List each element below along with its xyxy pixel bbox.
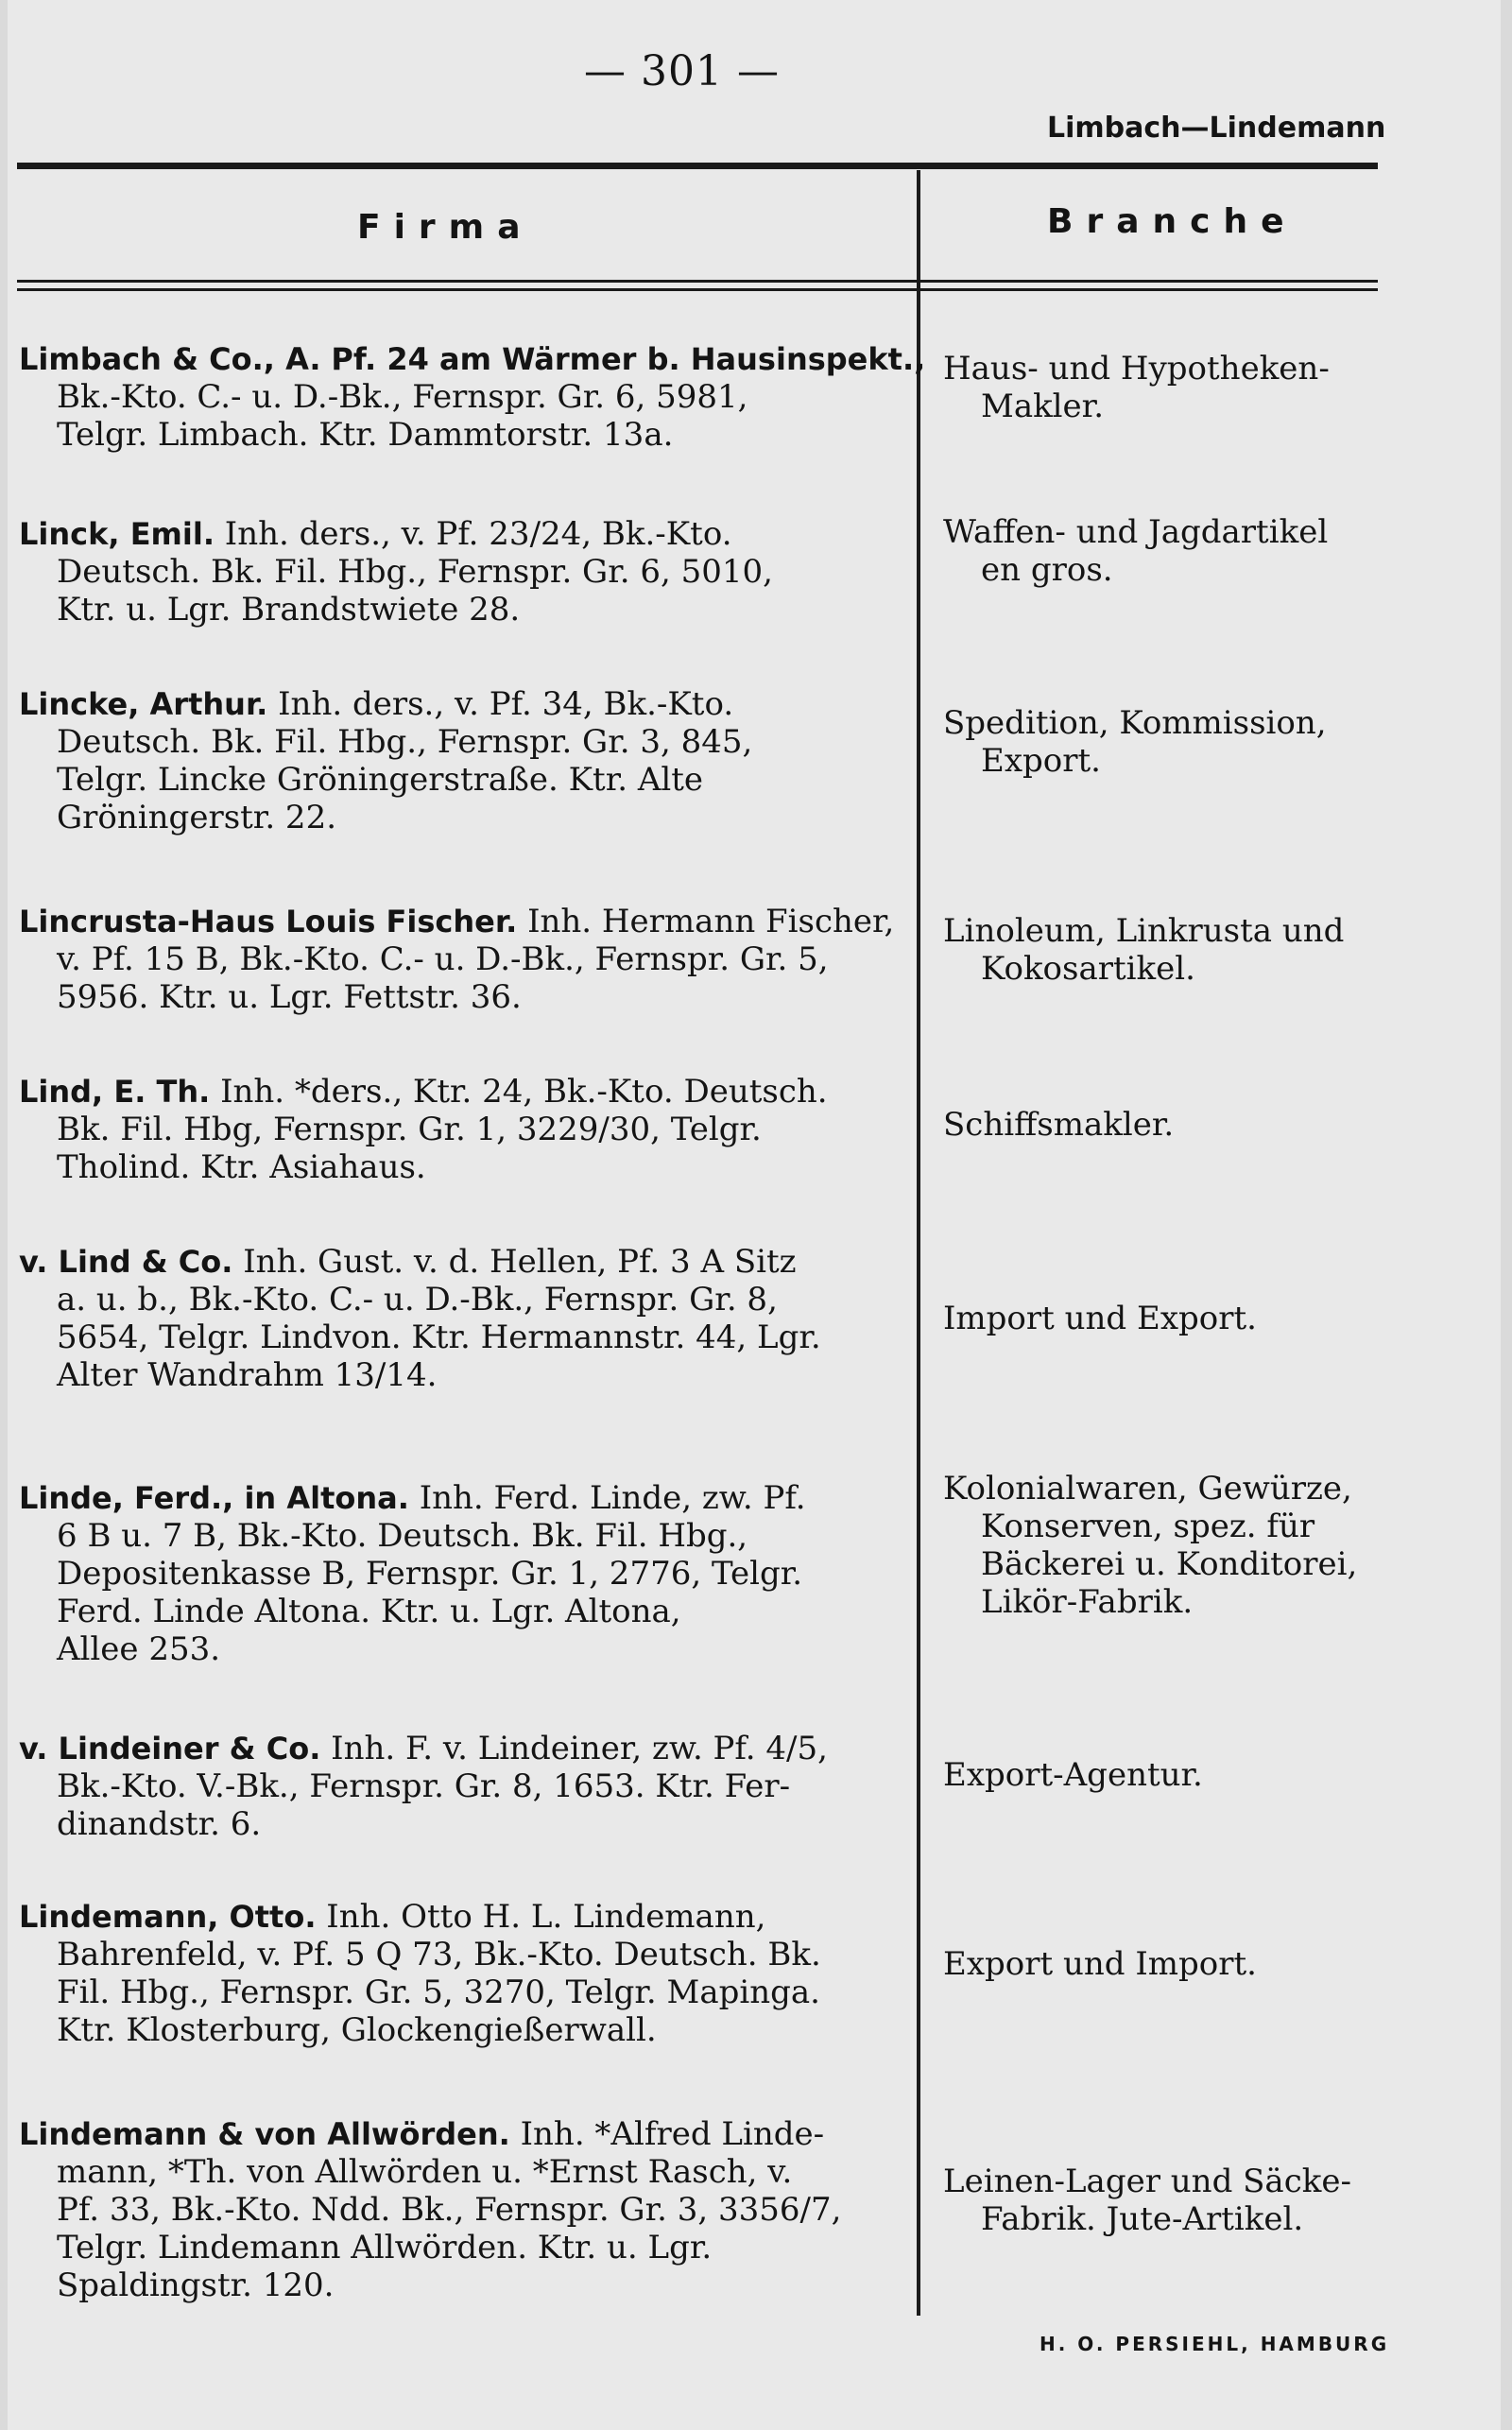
entry-line: Inh. *Alfred Linde-	[520, 2115, 825, 2153]
directory-entry	[19, 903, 917, 1016]
entry-line: dinandstr. 6.	[57, 1805, 262, 1843]
entry-line: Deutsch. Bk. Fil. Hbg., Fernspr. Gr. 6, 5010,	[57, 553, 773, 591]
firm-name: Limbach & Co., A.	[19, 341, 321, 377]
branche-line: Kokosartikel.	[981, 950, 1195, 988]
entry-line: Inh. F. v. Lindeiner, zw. Pf. 4/5,	[331, 1730, 828, 1767]
entry-line: Fil. Hbg., Fernspr. Gr. 5, 3270, Telgr. Mapinga.	[57, 1973, 820, 2011]
header-rule-double	[17, 288, 1378, 291]
entry-line: Bk. Fil. Hbg, Fernspr. Gr. 1, 3229/30, Telgr.	[57, 1111, 762, 1148]
branche-cell	[943, 1106, 1453, 1144]
firm-name: v. Lindeiner & Co.	[19, 1731, 321, 1766]
branche-cell	[943, 1470, 1453, 1621]
directory-entry	[19, 340, 926, 454]
entry-line: Deutsch. Bk. Fil. Hbg., Fernspr. Gr. 3, 845,	[57, 723, 753, 761]
entry-line: Inh. Hermann Fischer,	[527, 903, 895, 940]
branche-line: en gros.	[981, 551, 1113, 589]
branche-line: Bäckerei u. Konditorei,	[981, 1545, 1358, 1583]
entry-line: Bahrenfeld, v. Pf. 5 Q 73, Bk.-Kto. Deutsch. Bk.	[57, 1936, 821, 1973]
entry-line: Alter Wandrahm 13/14.	[57, 1356, 438, 1394]
branche-line: Linoleum, Linkrusta und	[943, 912, 1345, 950]
branche-cell	[943, 1945, 1453, 1983]
branche-line: Haus- und Hypotheken-	[943, 350, 1330, 388]
directory-entry	[19, 1898, 917, 2049]
firm-name: Lindemann, Otto.	[19, 1899, 317, 1935]
firm-name: Linde, Ferd., in Altona.	[19, 1480, 409, 1516]
branche-line: Import und Export.	[943, 1300, 1257, 1337]
branche-cell	[943, 1300, 1453, 1337]
entry-line: Tholind. Ktr. Asiahaus.	[57, 1148, 426, 1186]
directory-entry	[19, 1243, 917, 1394]
entry-line: Pf. 24 am Wärmer b. Hausinspekt.,	[331, 341, 926, 377]
branche-line: Fabrik. Jute-Artikel.	[981, 2200, 1304, 2238]
entry-line: Ktr. u. Lgr. Brandstwiete 28.	[57, 591, 521, 629]
branche-cell	[943, 912, 1453, 988]
entry-line: Telgr. Lincke Gröningerstraße. Ktr. Alte	[57, 761, 704, 799]
entry-line: Depositenkasse B, Fernspr. Gr. 1, 2776, Telgr.	[57, 1555, 803, 1593]
entry-line: 6 B u. 7 B, Bk.-Kto. Deutsch. Bk. Fil. Hbg.,	[57, 1517, 748, 1555]
entry-line: Inh. Otto H. L. Lindemann,	[326, 1898, 766, 1936]
firm-name: Lindemann & von Allwörden.	[19, 2116, 510, 2152]
firm-name: Linck, Emil.	[19, 516, 215, 552]
firm-name: Lincke, Arthur.	[19, 686, 268, 722]
entry-line: 5654, Telgr. Lindvon. Ktr. Hermannstr. 44, Lgr.	[57, 1318, 821, 1356]
entry-line: Gröningerstr. 22.	[57, 799, 337, 836]
directory-entry	[19, 1479, 917, 1668]
branche-line: Waffen- und Jagdartikel	[943, 513, 1329, 551]
firm-name: v. Lind & Co.	[19, 1244, 233, 1280]
printer-imprint: H. O. PERSIEHL, HAMBURG	[1040, 2333, 1390, 2355]
entry-line: Bk.-Kto. C.- u. D.-Bk., Fernspr. Gr. 6, 5981,	[57, 378, 748, 416]
column-header-firma: Firma	[357, 208, 534, 247]
top-rule	[17, 163, 1378, 169]
entry-line: Inh. ders., v. Pf. 34, Bk.-Kto.	[278, 685, 734, 723]
entry-line: Telgr. Limbach. Ktr. Dammtorstr. 13a.	[57, 416, 674, 454]
entry-line: Bk.-Kto. V.-Bk., Fernspr. Gr. 8, 1653. Ktr. Fer-	[57, 1767, 791, 1805]
branche-line: Export-Agentur.	[943, 1756, 1203, 1794]
branche-line: Kolonialwaren, Gewürze,	[943, 1470, 1352, 1508]
directory-entry	[19, 685, 917, 836]
page-number: — 301 —	[584, 47, 780, 95]
entry-line: Inh. Ferd. Linde, zw. Pf.	[419, 1479, 806, 1517]
running-head: Limbach—Lindemann	[1047, 112, 1386, 145]
entry-line: Ktr. Klosterburg, Glockengießerwall.	[57, 2011, 657, 2049]
branche-line: Schiffsmakler.	[943, 1106, 1175, 1144]
entry-line: Inh. *ders., Ktr. 24, Bk.-Kto. Deutsch.	[220, 1073, 828, 1111]
entry-line: mann, *Th. von Allwörden u. *Ernst Rasch, v.	[57, 2153, 793, 2191]
directory-entry	[19, 1730, 917, 1843]
column-header-branche: Branche	[1047, 202, 1297, 241]
branche-line: Export.	[981, 742, 1101, 780]
entry-line: 5956. Ktr. u. Lgr. Fettstr. 36.	[57, 978, 522, 1016]
header-rule	[17, 280, 1378, 283]
entry-line: Allee 253.	[57, 1630, 221, 1668]
branche-line: Leinen-Lager und Säcke-	[943, 2163, 1351, 2200]
firm-name: Lind, E. Th.	[19, 1074, 211, 1110]
branche-cell	[943, 513, 1453, 589]
branche-cell	[943, 350, 1453, 425]
entry-line: v. Pf. 15 B, Bk.-Kto. C.- u. D.-Bk., Fernspr. Gr. 5,	[57, 940, 829, 978]
branche-line: Likör-Fabrik.	[981, 1583, 1194, 1621]
firm-name: Lincrusta-Haus Louis Fischer.	[19, 904, 518, 939]
entry-line: Pf. 33, Bk.-Kto. Ndd. Bk., Fernspr. Gr. 3, 3356/7,	[57, 2191, 842, 2229]
branche-cell	[943, 2163, 1453, 2238]
directory-entry	[19, 515, 917, 629]
branche-cell	[943, 1756, 1453, 1794]
entry-line: Inh. Gust. v. d. Hellen, Pf. 3 A Sitz	[243, 1243, 797, 1281]
branche-line: Makler.	[981, 388, 1105, 425]
column-divider	[917, 170, 920, 2316]
branche-cell	[943, 704, 1453, 780]
branche-line: Export und Import.	[943, 1945, 1257, 1983]
entry-line: a. u. b., Bk.-Kto. C.- u. D.-Bk., Fernspr. Gr. 8,	[57, 1281, 778, 1318]
directory-entry	[19, 2115, 917, 2304]
directory-entry	[19, 1073, 917, 1186]
entry-line: Inh. ders., v. Pf. 23/24, Bk.-Kto.	[224, 515, 732, 553]
page	[8, 0, 1501, 2430]
branche-line: Spedition, Kommission,	[943, 704, 1327, 742]
entry-line: Telgr. Lindemann Allwörden. Ktr. u. Lgr.	[57, 2229, 713, 2266]
entry-line: Ferd. Linde Altona. Ktr. u. Lgr. Altona,	[57, 1593, 681, 1630]
branche-line: Konserven, spez. für	[981, 1508, 1315, 1545]
entry-line: Spaldingstr. 120.	[57, 2266, 335, 2304]
